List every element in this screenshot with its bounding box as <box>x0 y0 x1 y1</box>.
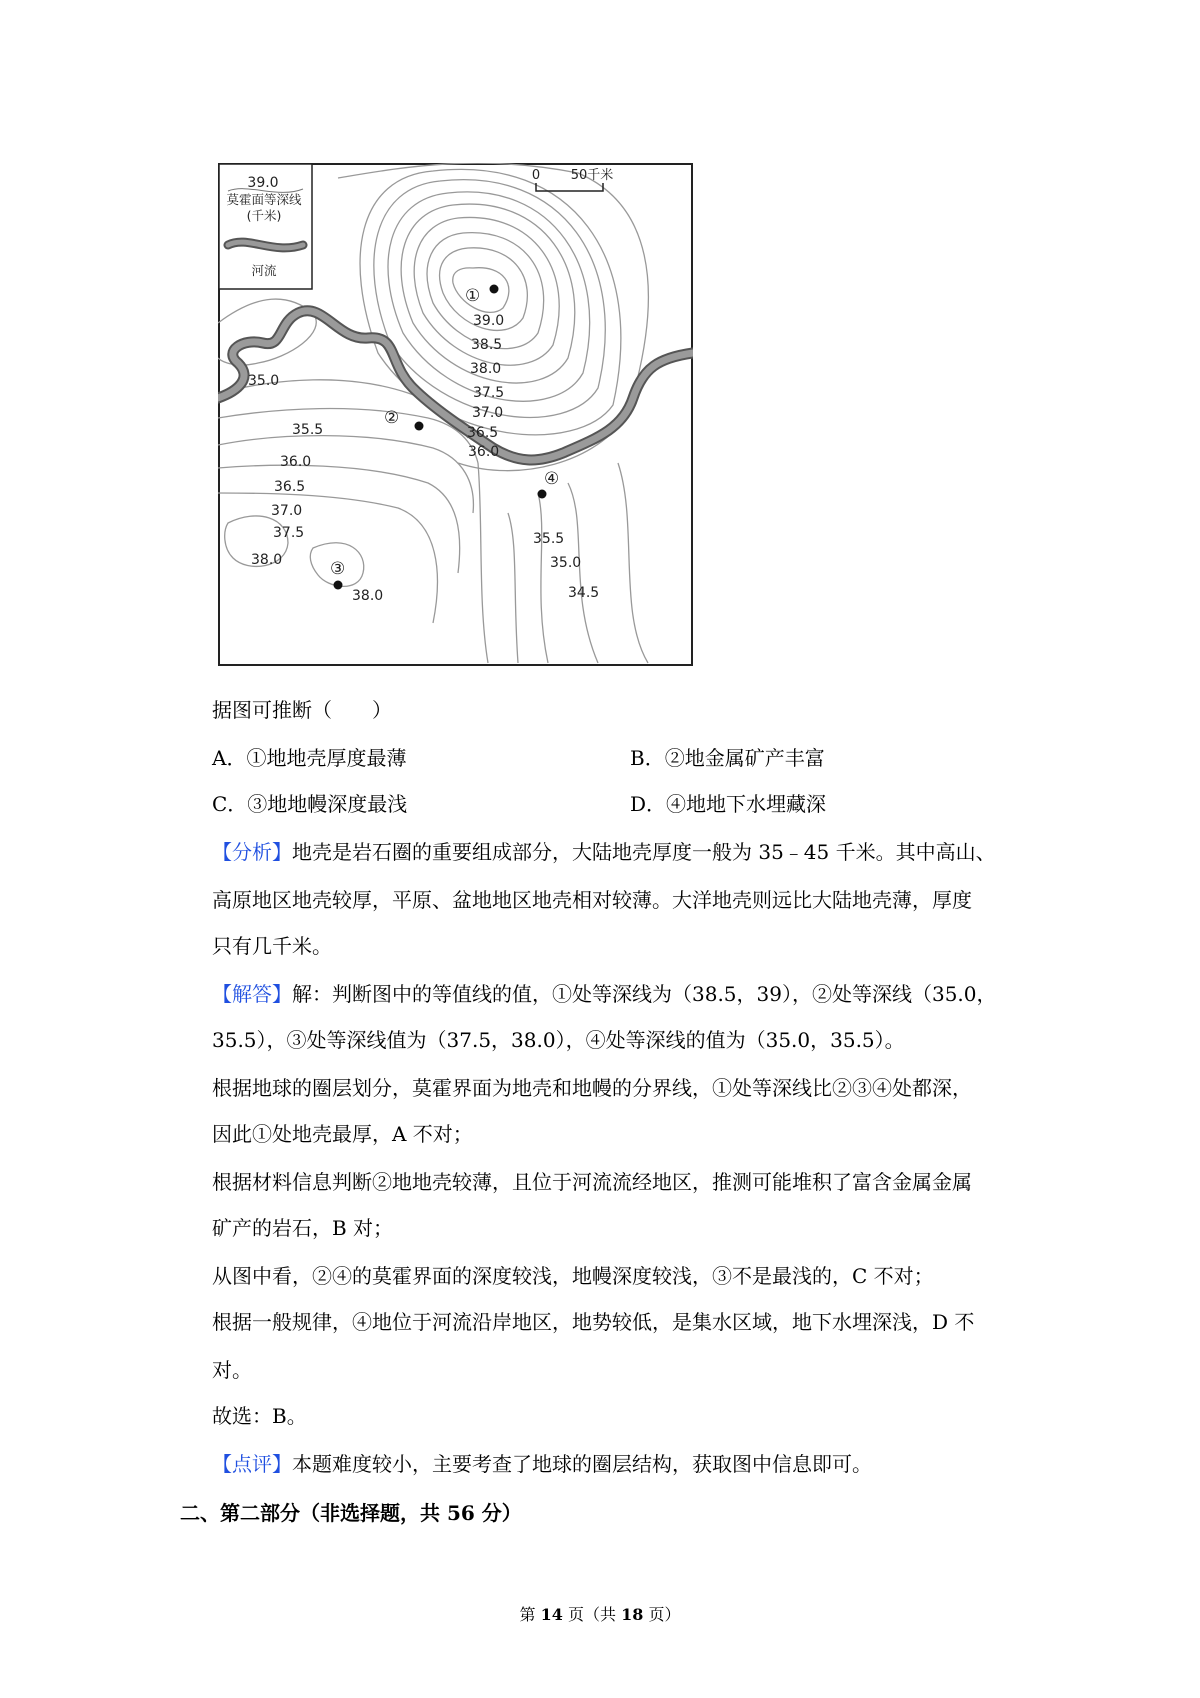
contour-label: 38.0 <box>251 552 283 568</box>
contour-label: 38.0 <box>470 361 502 377</box>
analysis-line-1 <box>212 838 1032 866</box>
answer-line-6: 矿产的岩石，B 对； <box>212 1216 394 1240</box>
answer-line-9: 对。 <box>212 1358 252 1382</box>
point-marker-3 <box>334 581 343 590</box>
answer-line-1 <box>212 980 1032 1008</box>
contour-label: 36.5 <box>467 425 499 441</box>
answer-line-5: 根据材料信息判断②地地壳较薄，且位于河流流经地区，推测可能堆积了富含金属金属 <box>212 1170 972 1194</box>
answer-line-7: 从图中看，②④的莫霍界面的深度较浅，地幔深度较浅，③不是最浅的，C 不对； <box>212 1264 934 1288</box>
point-marker-4 <box>538 490 547 499</box>
footer-page-number: 14 <box>540 1605 563 1624</box>
scale-distance: 50千米 <box>570 168 614 183</box>
contour-label: 35.5 <box>292 422 324 438</box>
question-stem: 据图可推断（ ） <box>212 698 392 722</box>
point-marker-2 <box>415 422 424 431</box>
legend-unit: (千米) <box>246 208 282 223</box>
section-title: 二、第二部分（非选择题，共 56 分） <box>180 1501 522 1525</box>
answer-conclusion: 故选：B。 <box>212 1404 307 1428</box>
contour-label: 38.0 <box>352 588 384 604</box>
footer-prefix: 第 <box>519 1605 541 1624</box>
footer-suffix: 页） <box>643 1605 681 1624</box>
answer-line-2: 35.5），③处等深线值为（37.5，38.0），④处等深线的值为（35.0，35.5）。 <box>212 1028 905 1052</box>
moho-contour-map <box>218 163 693 666</box>
contour-label: 37.0 <box>271 503 303 519</box>
contour-label: 37.5 <box>473 385 505 401</box>
contour-label: 35.0 <box>550 555 582 571</box>
comment-text: 本题难度较小，主要考查了地球的圈层结构，获取图中信息即可。 <box>292 1452 872 1476</box>
analysis-tag: 【分析】 <box>212 840 292 864</box>
analysis-line-3: 只有几千米。 <box>212 934 332 958</box>
answer-line-3: 根据地球的圈层划分，莫霍界面为地壳和地幔的分界线，①处等深线比②③④处都深， <box>212 1076 972 1100</box>
comment-line <box>212 1450 1032 1478</box>
contour-label: 34.5 <box>568 585 600 601</box>
contour-label: 36.5 <box>274 479 306 495</box>
analysis-text: 地壳是岩石圈的重要组成部分，大陆地壳厚度一般为 35﹣45 千米。其中高山、 <box>292 840 996 864</box>
contour-label: 36.0 <box>468 444 500 460</box>
option-c: C．③地地幔深度最浅 <box>212 792 408 816</box>
contour-label: 38.5 <box>471 337 503 353</box>
legend-value: 39.0 <box>247 175 279 191</box>
map-legend <box>219 164 312 289</box>
scale-zero: 0 <box>531 168 541 183</box>
answer-tag: 【解答】 <box>212 982 292 1006</box>
contour-label: 37.5 <box>273 525 305 541</box>
option-b: B．②地金属矿产丰富 <box>630 746 825 770</box>
comment-tag: 【点评】 <box>212 1452 292 1476</box>
point-label-1: ① <box>465 286 481 306</box>
legend-contour-label: 莫霍面等深线 <box>226 192 302 207</box>
answer-text: 解：判断图中的等值线的值，①处等深线为（38.5，39），②处等深线（35.0， <box>292 982 997 1006</box>
answer-line-4: 因此①处地壳最厚，A 不对； <box>212 1122 473 1146</box>
option-a: A．①地地壳厚度最薄 <box>212 746 407 770</box>
point-marker-1 <box>490 285 499 294</box>
point-label-3: ③ <box>330 559 346 579</box>
point-label-2: ② <box>384 408 400 428</box>
point-label-4: ④ <box>544 469 560 489</box>
legend-river-label: 河流 <box>251 263 277 278</box>
footer-total-pages: 18 <box>621 1605 644 1624</box>
contour-label: 37.0 <box>472 405 504 421</box>
page-footer <box>0 1602 1200 1625</box>
contour-label: 39.0 <box>473 313 505 329</box>
analysis-line-2: 高原地区地壳较厚，平原、盆地地区地壳相对较薄。大洋地壳则远比大陆地壳薄，厚度 <box>212 888 972 912</box>
contour-label: 35.0 <box>248 373 280 389</box>
footer-middle: 页（共 <box>562 1605 622 1624</box>
contour-label: 35.5 <box>533 531 565 547</box>
contour-label: 36.0 <box>280 454 312 470</box>
answer-line-8: 根据一般规律，④地位于河流沿岸地区，地势较低，是集水区域，地下水埋深浅，D 不 <box>212 1310 975 1334</box>
option-d: D．④地地下水埋藏深 <box>630 792 827 816</box>
